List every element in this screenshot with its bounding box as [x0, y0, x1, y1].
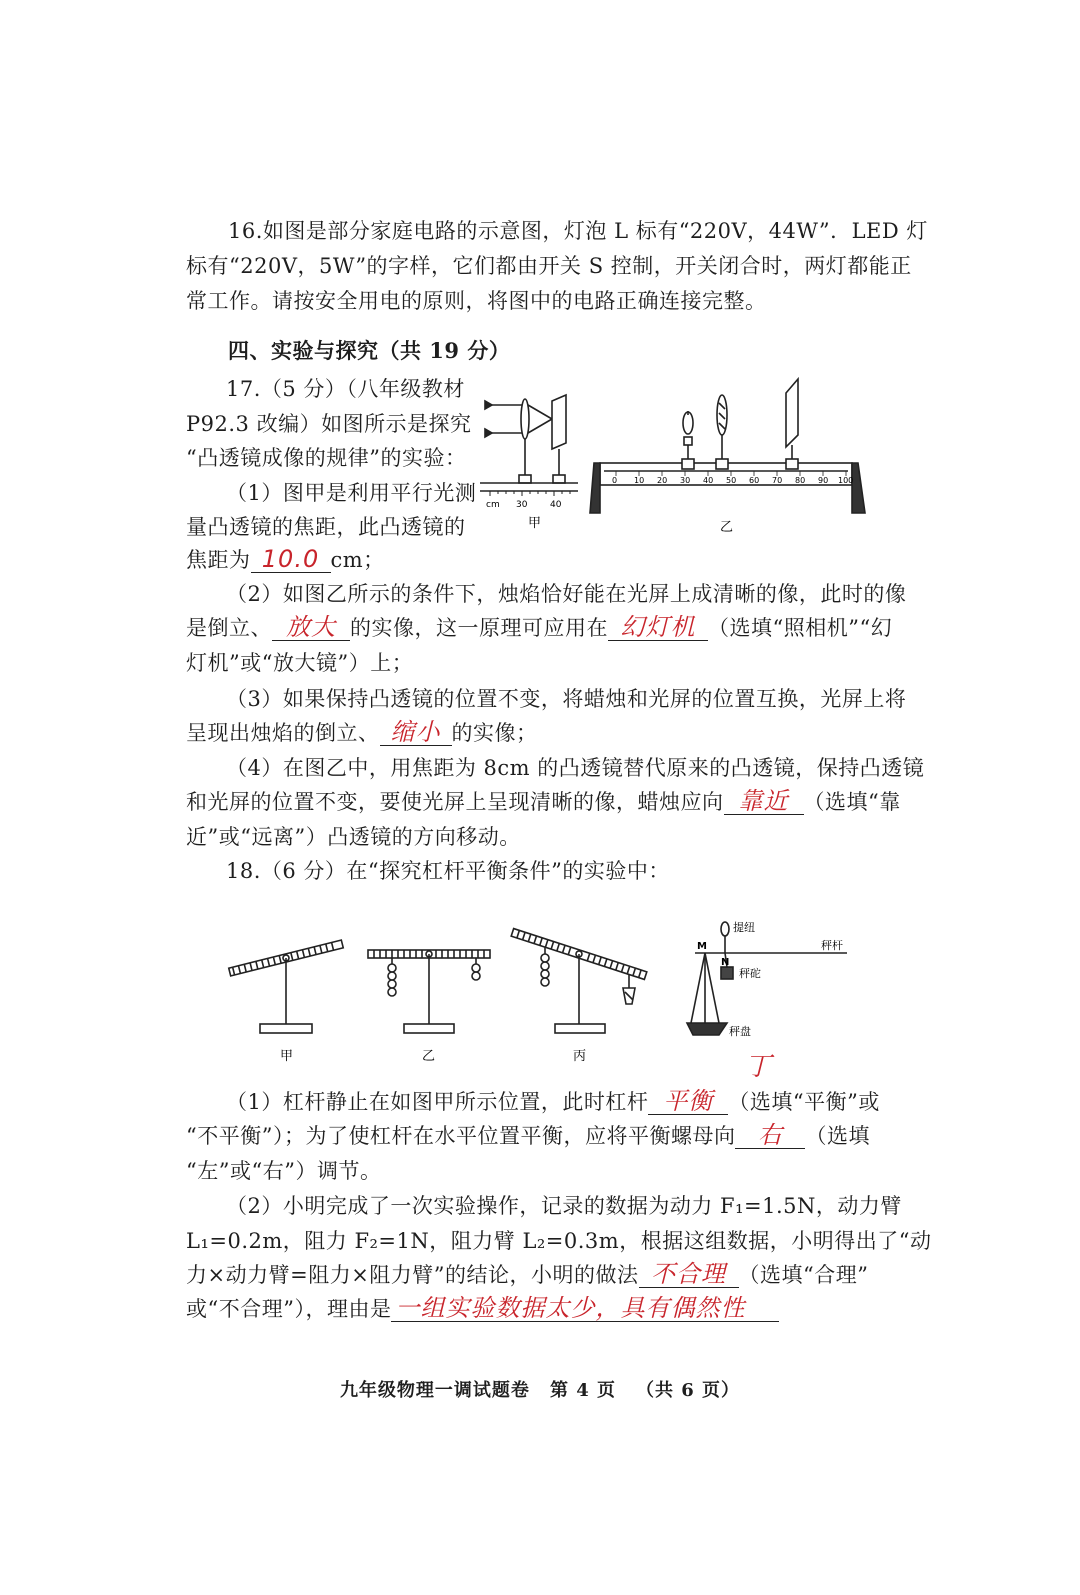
yi-tick-50: 50: [726, 476, 737, 485]
q17-p1-line-2: 量凸透镜的焦距，此凸透镜的: [186, 515, 466, 539]
q17-application-answer: 幻灯机: [608, 614, 708, 641]
q17-p4-line-2: 和光屏的位置不变，要使光屏上呈现清晰的像，蜡烛应向 靠近 （选填“靠: [186, 787, 901, 815]
label-tini: 提纽: [733, 921, 755, 934]
q17-p1-line-1: （1）图甲是利用平行光测: [226, 481, 477, 505]
q17-candle-direction-answer: 靠近: [724, 788, 804, 815]
figure-lever-bing: [505, 920, 655, 1065]
figure-ding-caption: 丁: [745, 1052, 772, 1082]
lever-jia-caption: 甲: [280, 1049, 294, 1064]
section-4-heading: 四、实验与探究（共 19 分）: [228, 338, 511, 363]
yi-tick-100: 100: [838, 476, 854, 485]
q17-p4-line-1: （4）在图乙中，用焦距为 8cm 的凸透镜替代原来的凸透镜，保持凸透镜: [226, 756, 925, 780]
q18-p2-line-4: 或“不合理”），理由是 一组实验数据太少，具有偶然性: [186, 1294, 779, 1324]
footer-title: 九年级物理一调试题卷: [339, 1380, 530, 1401]
footer-total-pages: （共 6 页）: [636, 1380, 741, 1401]
jia-tick-cm: cm: [486, 500, 500, 510]
yi-tick-20: 20: [657, 476, 668, 485]
jia-tick-30: 30: [516, 500, 528, 510]
q18-intro: 18.（6 分）在“探究杠杆平衡条件”的实验中：: [226, 859, 670, 883]
yi-tick-0: 0: [612, 476, 618, 485]
q17-p3-line-2: 呈现出烛焰的倒立、 缩小 的实像；: [186, 718, 538, 746]
q18-p1-line-3: “左”或“右”）调节。: [186, 1159, 382, 1183]
q18-nut-direction-answer: 右: [735, 1122, 805, 1149]
q18-p1-line-2: “不平衡”）；为了使杠杆在水平位置平衡，应将平衡螺母向 右 （选填: [186, 1121, 870, 1149]
yi-tick-60: 60: [749, 476, 760, 485]
jia-tick-40: 40: [550, 500, 562, 510]
yi-tick-10: 10: [634, 476, 645, 485]
label-chenggan: 秤杆: [821, 939, 843, 952]
q18-p2-line-3: 力×动力臂=阻力×阻力臂”的结论，小明的做法 不合理 （选填“合理”: [186, 1260, 869, 1288]
yi-tick-80: 80: [795, 476, 806, 485]
figure-jia-caption: 甲: [528, 516, 542, 531]
q17-image-size-answer: 放大: [272, 614, 350, 641]
q17-p2-line-3: 灯机”或“放大镜”）上；: [186, 651, 414, 675]
page-footer: [0, 1376, 1080, 1402]
q17-p2-line-1: （2）如图乙所示的条件下，烛焰恰好能在光屏上成清晰的像，此时的像: [226, 582, 907, 606]
yi-tick-30: 30: [680, 476, 691, 485]
label-chengtuo: 秤砣: [739, 967, 761, 980]
q18-p2-line-1: （2）小明完成了一次实验操作，记录的数据为动力 F₁=1.5N，动力臂: [226, 1194, 902, 1218]
yi-tick-90: 90: [818, 476, 829, 485]
figure-yi-optical-bench: [590, 375, 865, 535]
figure-lever-yi: [362, 920, 497, 1065]
q17-p2-line-2: 是倒立、 放大 的实像，这一原理可应用在 幻灯机 （选填“照相机”“幻: [186, 613, 893, 641]
yi-tick-70: 70: [772, 476, 783, 485]
footer-page-number: 第 4 页: [549, 1380, 616, 1401]
q18-reason-answer: 一组实验数据太少，具有偶然性: [391, 1295, 779, 1322]
label-m: M: [697, 941, 707, 952]
q17-focal-length-answer: 10.0: [251, 546, 331, 573]
q17-swapped-image-answer: 缩小: [380, 719, 452, 746]
q17-p1-line-3: 焦距为 10.0 cm；: [186, 545, 385, 573]
q17-p3-line-1: （3）如果保持凸透镜的位置不变，将蜡烛和光屏的位置互换，光屏上将: [226, 687, 907, 711]
q17-intro-2: P92.3 改编）如图所示是探究: [186, 412, 472, 436]
q17-intro-3: “凸透镜成像的规律”的实验：: [186, 446, 467, 470]
figure-steelyard-ding: [685, 915, 860, 1085]
figure-lever-jia: [222, 920, 352, 1065]
q18-p1-line-1: （1）杠杆静止在如图甲所示位置，此时杠杆 平衡 （选填“平衡”或: [226, 1087, 880, 1115]
q18-balance-answer: 平衡: [648, 1088, 728, 1115]
lever-bing-caption: 丙: [573, 1049, 587, 1064]
label-chengpan: 秤盘: [729, 1025, 751, 1038]
q17-p4-line-3: 近”或“远离”）凸透镜的方向移动。: [186, 825, 521, 849]
lever-yi-caption: 乙: [422, 1049, 436, 1064]
figure-jia-focal-length: [480, 395, 580, 530]
q16-line-3: 常工作。请按安全用电的原则，将图中的电路正确连接完整。: [186, 289, 767, 313]
q18-p2-line-2: L₁=0.2m，阻力 F₂=1N，阻力臂 L₂=0.3m，根据这组数据，小明得出了“动: [186, 1229, 932, 1253]
q16-line-2: 标有“220V，5W”的字样，它们都由开关 S 控制，开关闭合时，两灯都能正: [186, 254, 912, 278]
yi-tick-40: 40: [703, 476, 714, 485]
label-n: N: [721, 957, 730, 968]
figure-yi-caption: 乙: [720, 520, 734, 535]
q17-intro-1: 17.（5 分）（八年级教材: [226, 377, 465, 401]
q16-line-1: 16.如图是部分家庭电路的示意图，灯泡 L 标有“220V，44W”．LED 灯: [228, 219, 928, 243]
q18-method-answer: 不合理: [639, 1261, 739, 1288]
